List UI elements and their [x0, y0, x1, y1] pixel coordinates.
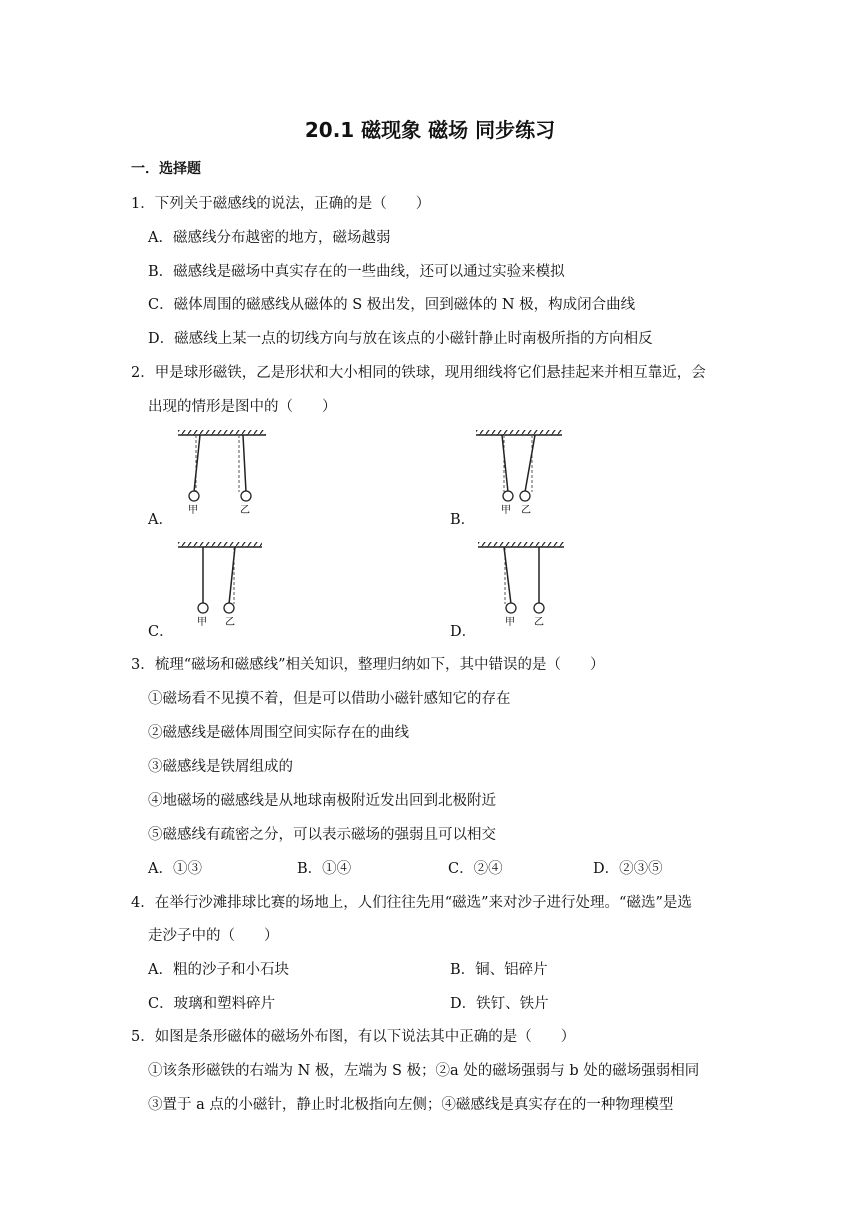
q1-option-c[interactable]: C．磁体周围的磁感线从磁体的 S 极出发，回到磁体的 N 极，构成闭合曲线	[148, 297, 636, 313]
q4-stem-line2: 走沙子中的（ ）	[148, 928, 279, 944]
q4-option-d[interactable]: D．铁钉、铁片	[450, 996, 549, 1012]
q3-item-3: ③磁感线是铁屑组成的	[148, 759, 293, 775]
ball-label-yi: 乙	[521, 505, 531, 516]
q2-option-b-label[interactable]: B．	[450, 512, 476, 528]
q3-option-a[interactable]: A．①③	[148, 861, 202, 877]
q3-option-d[interactable]: D．②③⑤	[593, 861, 663, 877]
q3-option-c[interactable]: C．②④	[448, 861, 503, 877]
q4-option-b[interactable]: B．铜、铝碎片	[450, 962, 548, 978]
q1-stem: 1．下列关于磁感线的说法，正确的是（ ）	[131, 196, 431, 212]
q3-item-5: ⑤磁感线有疏密之分，可以表示磁场的强弱且可以相交	[148, 827, 496, 843]
q2-option-c-label[interactable]: C．	[148, 624, 174, 640]
q4-option-c[interactable]: C．玻璃和塑料碎片	[148, 996, 276, 1012]
q3-item-1: ①磁场看不见摸不着，但是可以借助小磁针感知它的存在	[148, 691, 511, 707]
q1-option-d[interactable]: D．磁感线上某一点的切线方向与放在该点的小磁针静止时南极所指的方向相反	[148, 331, 653, 347]
ball-label-yi: 乙	[240, 505, 250, 516]
q2-stem-line1: 2．甲是球形磁铁，乙是形状和大小相同的铁球，现用细线将它们悬挂起来并相互靠近，会	[131, 365, 706, 381]
q2-option-a-label[interactable]: A．	[148, 512, 173, 528]
section-heading: 一．选择题	[131, 161, 201, 177]
q4-stem-line1: 4．在举行沙滩排球比赛的场地上，人们往往先用“磁选”来对沙子进行处理。“磁选”是选	[131, 895, 692, 911]
q2-figure-d[interactable]	[476, 538, 568, 630]
q2-option-d-label[interactable]: D．	[450, 624, 477, 640]
q2-figure-c[interactable]	[176, 538, 268, 630]
ball-label-jia: 甲	[505, 617, 515, 628]
ball-label-jia: 甲	[197, 617, 207, 628]
ball-label-jia: 甲	[501, 505, 511, 516]
q2-figure-b[interactable]	[474, 426, 566, 518]
q3-item-4: ④地磁场的磁感线是从地球南极附近发出回到北极附近	[148, 793, 496, 809]
q3-item-2: ②磁感线是磁体周围空间实际存在的曲线	[148, 725, 409, 741]
q5-stem: 5．如图是条形磁体的磁场外布图，有以下说法其中正确的是（ ）	[131, 1029, 576, 1045]
q2-figure-a[interactable]	[176, 426, 268, 518]
q1-option-b[interactable]: B．磁感线是磁场中真实存在的一些曲线，还可以通过实验来模拟	[148, 264, 565, 280]
ball-label-yi: 乙	[534, 617, 544, 628]
q5-statement-line2: ③置于 a 点的小磁针，静止时北极指向左侧；④磁感线是真实存在的一种物理模型	[148, 1097, 674, 1113]
ball-label-jia: 甲	[188, 505, 198, 516]
q4-option-a[interactable]: A．粗的沙子和小石块	[148, 962, 289, 978]
ball-label-yi: 乙	[225, 617, 235, 628]
q5-statement-line1: ①该条形磁铁的右端为 N 极，左端为 S 极；②a 处的磁场强弱与 b 处的磁场强弱相同	[148, 1063, 700, 1079]
q3-stem: 3．梳理“磁场和磁感线”相关知识，整理归纳如下，其中错误的是（ ）	[131, 657, 605, 673]
page-title: 20.1 磁现象 磁场 同步练习	[304, 118, 556, 142]
q3-option-b[interactable]: B．①④	[297, 861, 352, 877]
q2-stem-line2: 出现的情形是图中的（ ）	[148, 399, 337, 415]
q1-option-a[interactable]: A．磁感线分布越密的地方，磁场越弱	[148, 230, 391, 246]
